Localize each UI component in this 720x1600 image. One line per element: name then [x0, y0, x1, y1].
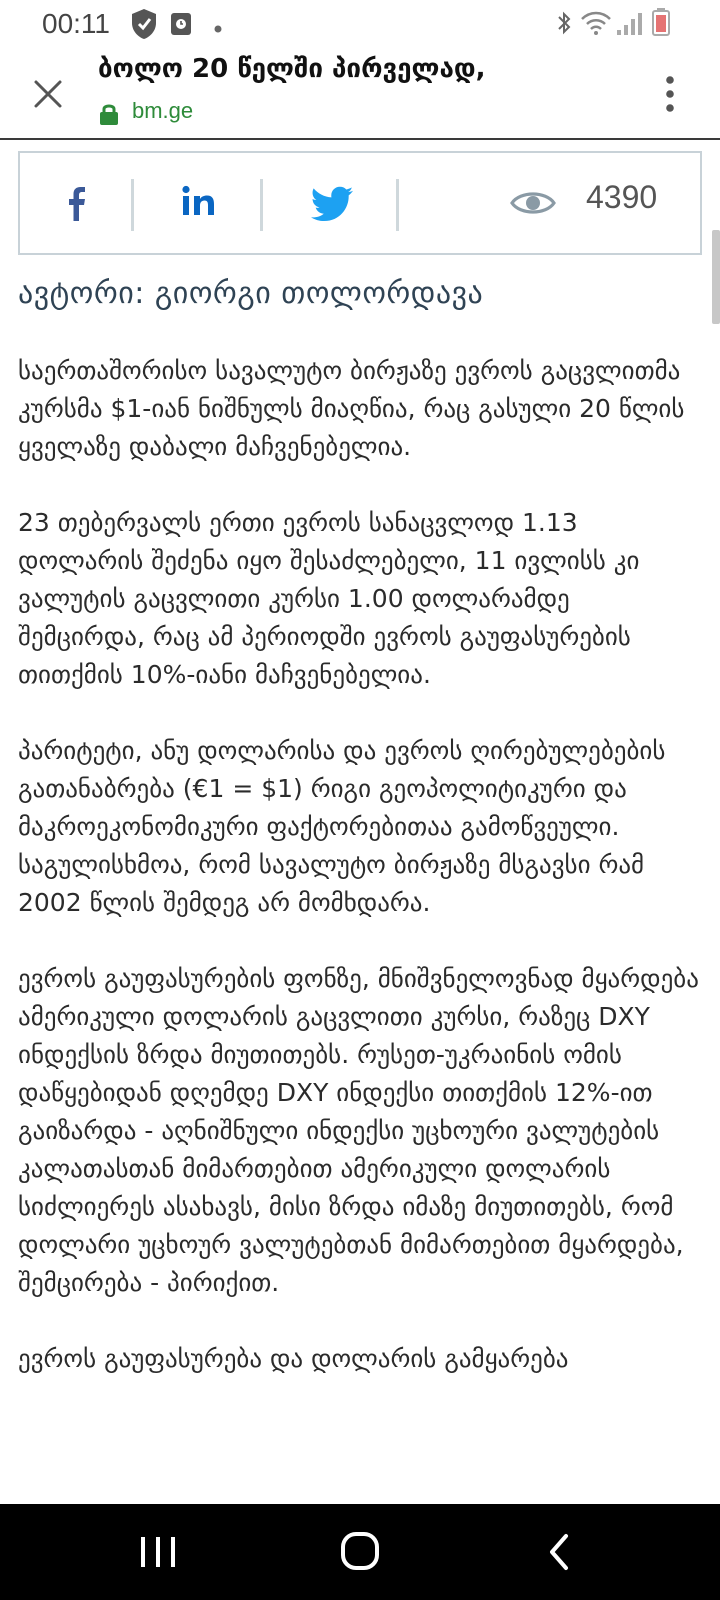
close-icon [26, 72, 70, 116]
linkedin-share-button[interactable] [180, 177, 220, 231]
facebook-share-button[interactable] [62, 177, 90, 231]
home-button[interactable] [330, 1528, 390, 1578]
wifi-icon [580, 10, 612, 40]
share-separator [260, 179, 263, 231]
back-button[interactable] [532, 1528, 592, 1578]
status-time: 00:11 [42, 8, 110, 39]
article-author: ავტორი: გიორგი თოლორდავა [18, 276, 484, 311]
share-separator [396, 179, 399, 231]
more-vertical-icon [650, 70, 690, 118]
share-separator [131, 179, 134, 231]
screen-record-icon [170, 12, 192, 40]
system-nav-bar [0, 1504, 720, 1600]
share-bar [18, 151, 702, 255]
close-button[interactable] [26, 72, 70, 116]
signal-icon [616, 12, 642, 40]
battery-low-icon [652, 8, 670, 40]
article-paragraph: პარიტეტი, ანუ დოლარისა და ევროს ღირებულებების გათანაბრება (€1 = $1) რიგი გეოპოლიტიკური და მაკროეკონომიკური ფაქტორებითაა გამოწვეული. საგულისხმოა, რომ სავალუტო ბირჟაზე მსგავსი რამ 2002 წლის შემდეგ არ მომხდარა. [18, 736, 666, 917]
views-count: 4390 [586, 179, 658, 215]
lock-icon [98, 102, 120, 130]
back-icon [532, 1528, 592, 1578]
recent-apps-icon [128, 1528, 188, 1578]
views-icon [510, 183, 556, 223]
twitter-icon [310, 177, 354, 231]
home-icon [330, 1528, 390, 1578]
browser-header [0, 48, 720, 140]
more-options-button[interactable] [650, 70, 690, 118]
article-body [18, 352, 702, 1416]
status-bar [0, 0, 720, 48]
article-paragraph: ევროს გაუფასურების ფონზე, მნიშვნელოვნად მყარდება ამერიკული დოლარის გაცვლითი კურსი, რაზეც DXY ინდექსის ზრდა მიუთითებს. რუსეთ-უკრაინის ომის დაწყებიდან დღემდე DXY ინდექსი თითქმის 12%-ით გაიზარდა - აღნიშნული ინდექსი უცხოური ვალუტების კალათასთან მიმართებით ამერიკული დოლარის სიძლიერეს ასახავს, მისი ზრდა იმაზე მიუთითებს, რომ დოლარი უცხოურ ვალუტებთან მიმართებით მყარდება, შემცირება - პირიქით. [18, 964, 699, 1297]
recent-apps-button[interactable] [128, 1528, 188, 1578]
article-paragraph: საერთაშორისო სავალუტო ბირჟაზე ევროს გაცვლითმა კურსმა $1-იან ნიშნულს მიაღწია, რაც გასული 20 წლის ყველაზე დაბალი მაჩვენებელია. [18, 356, 685, 461]
article-paragraph: 23 თებერვალს ერთი ევროს სანაცვლოდ 1.13 დოლარის შეძენა იყო შესაძლებელი, 11 ივლისს კი ვალუტის გაცვლითი კურსი 1.00 დოლარამდე შემცირდა, რაც ამ პერიოდში ევროს გაუფასურების თითქმის 10%-იანი მაჩვენებელია. [18, 508, 640, 689]
shield-icon [130, 8, 158, 44]
dot-icon [214, 18, 222, 37]
article-paragraph: ევროს გაუფასურება და დოლარის გამყარება [18, 1344, 569, 1373]
page-domain: bm.ge [132, 98, 194, 123]
twitter-share-button[interactable] [310, 177, 354, 231]
scrollbar[interactable] [712, 230, 720, 324]
linkedin-icon [180, 177, 220, 231]
facebook-icon [62, 177, 90, 231]
page-title: ბოლო 20 წელში პირველად, [98, 54, 486, 84]
bluetooth-icon [556, 10, 572, 40]
